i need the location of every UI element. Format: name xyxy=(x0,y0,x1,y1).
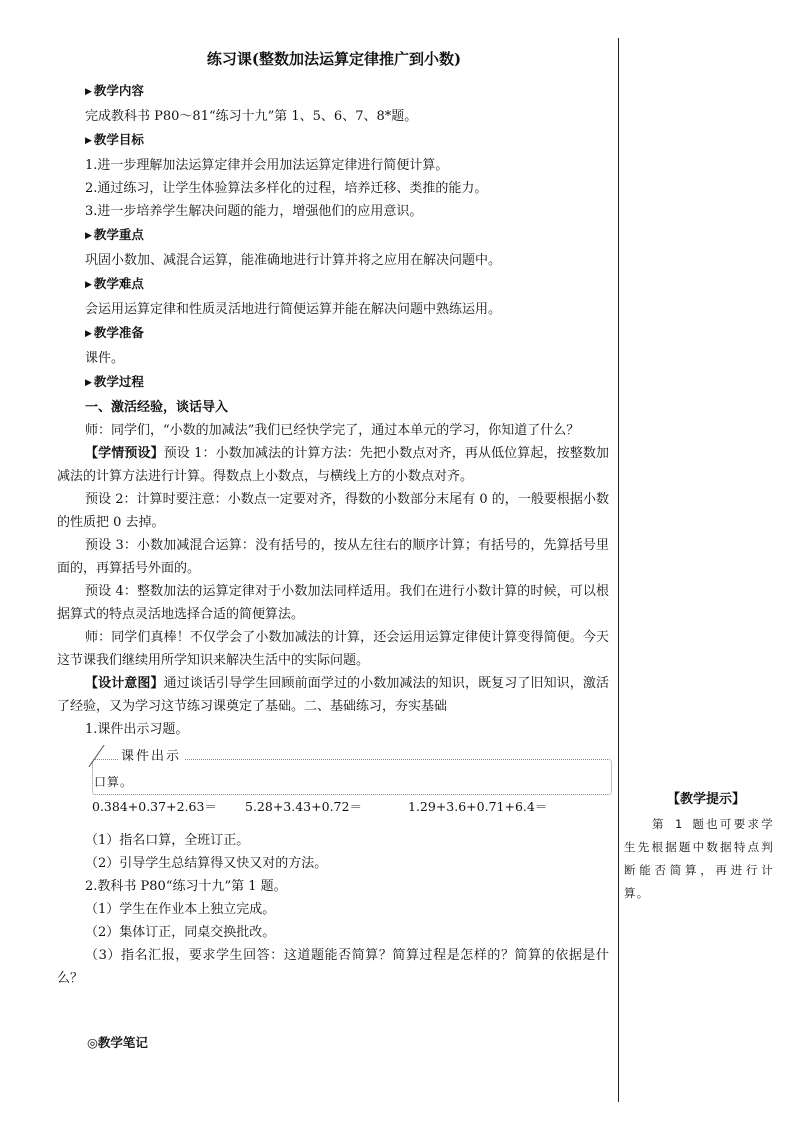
preset-2: 预设 2：计算时要注意：小数点一定要对齐，得数的小数部分末尾有 0 的，一般要根据小数的性质把 0 去掉。 xyxy=(57,492,609,530)
step-4: （2）集体订正，同桌交换批改。 xyxy=(85,925,276,940)
step-5: （3）指名汇报，要求学生回答：这道题能否简算？简算过程是怎样的？简算的依据是什么？ xyxy=(57,948,609,986)
triangle-icon: ▶ xyxy=(85,136,92,146)
section-heading-key: ▶ 教学重点 xyxy=(85,227,144,242)
preset-4: 预设 4：整数加法的运算定律对于小数加法同样适用。我们在进行小数计算的时候，可以根据算式的特点灵活地选择合适的简便算法。 xyxy=(57,584,609,622)
prep-text: 课件。 xyxy=(85,351,125,366)
courseware-subtitle: 口算。 xyxy=(94,775,134,789)
teaching-tip-text: 第 1 题也可要求学生先根据题中数据特点判断能否简算，再进行计算。 xyxy=(624,817,774,900)
triangle-icon: ▶ xyxy=(85,378,92,388)
teaching-tip-sidebar xyxy=(624,788,774,905)
content-text: 完成教科书 P80～81“练习十九”第 1、5、6、7、8*题。 xyxy=(85,109,418,124)
section-heading-process: ▶ 教学过程 xyxy=(85,374,144,389)
goal-item: 2.通过练习，让学生体验算法多样化的过程，培养迁移、类推的能力。 xyxy=(85,181,488,196)
design-intent: 【设计意图】通过谈话引导学生回顾前面学过的小数加减法的知识，既复习了旧知识，激活了经验，又为学习这节练习课奠定了基础。二、基础练习，夯实基础 xyxy=(57,676,609,714)
key-text: 巩固小数加、减混合运算，能准确地进行计算并将之应用在解决问题中。 xyxy=(85,253,502,268)
section-heading-difficulty: ▶ 教学难点 xyxy=(85,276,144,291)
expression-2: 5.28+3.43+0.72＝ xyxy=(245,799,362,814)
preset-3: 预设 3：小数加减混合运算：没有括号的，按从左往右的顺序计算；有括号的，先算括号里面的，再算括号外面的。 xyxy=(57,538,609,576)
section-heading-goals: ▶ 教学目标 xyxy=(85,132,144,147)
page-title: 练习课(整数加法运算定律推广到小数) xyxy=(206,50,462,68)
expression-3: 1.29+3.6+0.71+6.4＝ xyxy=(408,799,548,814)
notes-label: ◎教学笔记 xyxy=(87,1035,148,1050)
section-heading-content: ▶ 教学内容 xyxy=(85,83,144,98)
column-divider xyxy=(618,38,619,1102)
part1-heading: 一、激活经验，谈话导入 xyxy=(85,400,229,415)
courseware-title: 课件出示 xyxy=(118,745,184,764)
teacher-intro: 师：同学们，“小数的加减法”我们已经快学完了，通过本单元的学习，你知道了什么？ xyxy=(85,423,580,438)
goal-item: 3.进一步培养学生解决问题的能力，增强他们的应用意识。 xyxy=(85,204,423,219)
triangle-icon: ▶ xyxy=(85,329,92,339)
courseware-box xyxy=(92,749,612,819)
step-3: （1）学生在作业本上独立完成。 xyxy=(85,902,276,917)
teacher-praise: 师：同学们真棒！不仅学会了小数加减法的计算，还会运用运算定律使计算变得简便。今天这节课我们继续用所学知识来解决生活中的实际问题。 xyxy=(57,630,609,668)
difficulty-text: 会运用运算定律和性质灵活地进行简便运算并能在解决问题中熟练运用。 xyxy=(85,302,502,317)
item-2: 2.教科书 P80“练习十九”第 1 题。 xyxy=(85,879,287,894)
teaching-tip-title: 【教学提示】 xyxy=(666,792,745,807)
courseware-border xyxy=(92,759,612,795)
preset-1: 【学情预设】预设 1：小数加减法的计算方法：先把小数点对齐，再从低位算起，按整数加减法的计算方法进行计算。得数点上小数点，与横线上方的小数点对齐。 xyxy=(57,446,609,484)
step-2: （2）引导学生总结算得又快又对的方法。 xyxy=(85,856,328,871)
step-1: （1）指名口算，全班订正。 xyxy=(85,833,250,848)
main-column xyxy=(57,48,609,990)
goal-item: 1.进一步理解加法运算定律并会用加法运算定律进行简便计算。 xyxy=(85,158,449,173)
triangle-icon: ▶ xyxy=(85,231,92,241)
expression-1: 0.384+0.37+2.63＝ xyxy=(92,799,217,814)
section-heading-prep: ▶ 教学准备 xyxy=(85,325,144,340)
item-1: 1.课件出示习题。 xyxy=(85,722,189,737)
triangle-icon: ▶ xyxy=(85,280,92,290)
triangle-icon: ▶ xyxy=(85,87,92,97)
